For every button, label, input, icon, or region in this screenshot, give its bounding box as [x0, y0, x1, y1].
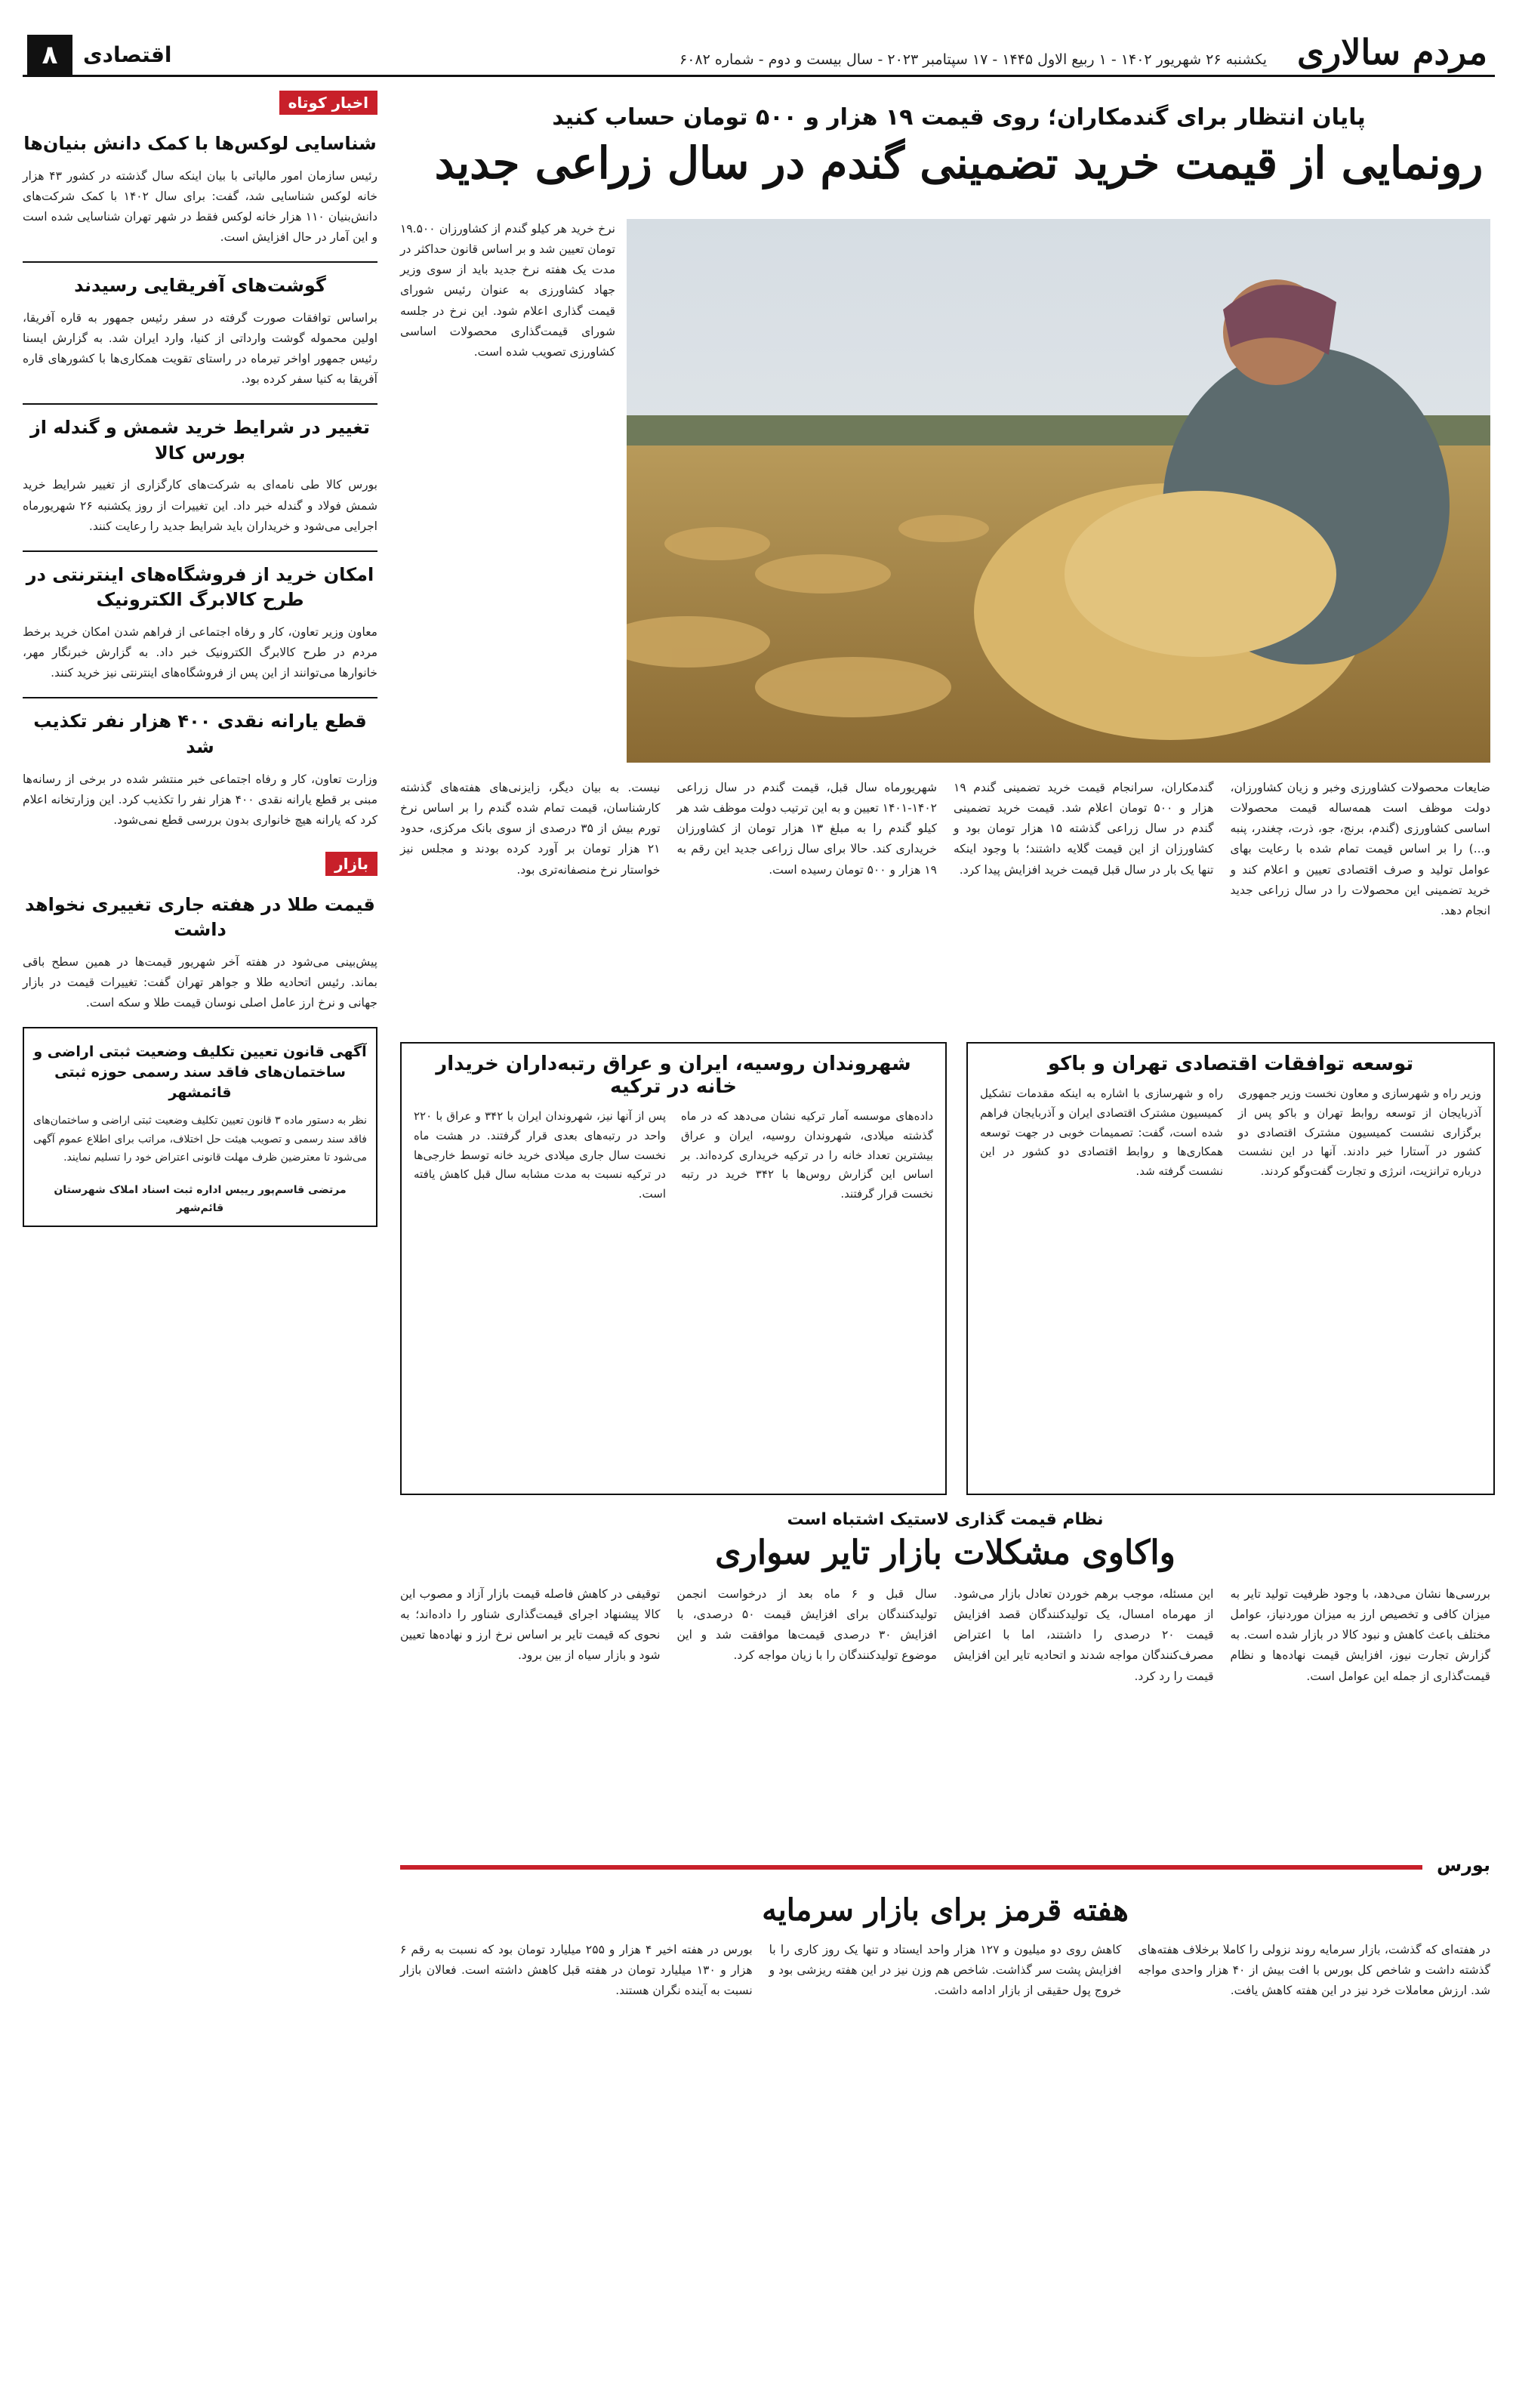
bourse-column: در هفته‌ای که گذشت، بازار سرمایه روند نزولی را کاملا برخلاف هفته‌های گذشته داشت و شاخص کل بورس با افت بیش از ۴۰ هزار واحدی مواجه شد. ارزش معاملات خرد نیز در این هفته کاهش یافت. — [1138, 1943, 1490, 1998]
turkey-housing-box — [400, 1042, 947, 1495]
box-text: داده‌های موسسه آمار ترکیه نشان می‌دهد که در ماه گذشته میلادی، شهروندان روسیه، ایران و عراق بیشترین تعداد خانه را در ترکیه خریداری کرده‌اند. بر اساس این گزارش روس‌ها با ۳۴۲ خرید در رتبه نخست قرار گرفتند. — [681, 1109, 933, 1201]
market-text: پیش‌بینی می‌شود در هفته آخر شهریور قیمت‌ها در همین سطح باقی بماند. رئیس اتحادیه طلا و جواهر تهران گفت: تغییرات قیمت در بازار جهانی و نرخ ارز عامل اصلی نوسان قیمت طلا و سکه است. — [23, 955, 377, 1010]
sidebar-item-title: شناسایی لوکس‌ها با کمک دانش بنیان‌ها — [23, 133, 377, 154]
box-title: توسعه توافقات اقتصادی تهران و باکو — [1047, 1053, 1414, 1075]
tire-kicker: نظام قیمت گذاری لاستیک اشتباه است — [787, 1510, 1104, 1529]
main-story-column: ضایعات محصولات کشاورزی وخبر و زیان کشاورزان، دولت موظف است همه‌ساله قیمت محصولات اساسی کشاورزی (گندم، برنج، جو، ذرت، چغندر، پنبه و...) را بر اساس قیمت تمام شده با رعایت بهای عوامل تولید و صرف اقتصادی تعیین و اعلام کند و خرید تضمینی این محصولات را در سال زراعی جدید انجام دهد. — [1230, 781, 1490, 917]
tire-column: توقیفی در کاهش فاصله قیمت بازار آزاد و مصوب این کالا پیشنهاد اجرای قیمت‌گذاری شناور را داده‌اند؛ به نحوی که قیمت تایر بر اساس نرخ ارز و نهاده‌ها تعیین شود و بازار سیاه از بین برود. — [400, 1587, 661, 1663]
lead-text: نرخ خرید هر کیلو گندم از کشاورزان ۱۹.۵۰۰ تومان تعیین شد و بر اساس قانون حداکثر در مدت یک هفته نرخ جدید باید از سوی وزیر جهاد کشاورزی به عنوان رئیس شورای قیمت گذاری اعلام شود. این نرخ در جلسه شورای قیمت‌گذاری محصولات اساسی کشاورزی تصویب شده است. — [400, 222, 615, 359]
sidebar-item-text: معاون وزیر تعاون، کار و رفاه اجتماعی از فراهم شدن امکان خرید برخط مردم در طرح کالابرگ الکترونیک خبر داد. به گزارش خبرنگار مهر، خانوارها می‌توانند از این پس از فروشگاه‌های اینترنتی نیز خرید کنند. — [23, 624, 377, 680]
sidebar-item-text: رئیس سازمان امور مالیاتی با بیان اینکه سال گذشته در کشور ۴۳ هزار خانه لوکس شناسایی شد، گفت: برای سال ۱۴۰۲ با کمک شرکت‌های دانش‌بنیان ۱۱۰ هزار خانه لوکس فقط در شهر تهران شناسایی شده است و این آمار در حال افزایش است. — [23, 168, 377, 244]
divider — [23, 697, 377, 698]
sidebar-item-text: وزارت تعاون، کار و رفاه اجتماعی خبر منتشر شده در برخی از رسانه‌ها مبنی بر قطع یارانه نقدی ۴۰۰ هزار نفر را تکذیب کرد. این وزارتخانه اعلام کرد که یارانه هیچ خانواری بدون بررسی قطع نمی‌شود. — [23, 772, 378, 827]
box-text: پس از آنها نیز، شهروندان ایران با ۳۴۲ و عراق با ۲۲۰ واحد در رتبه‌های بعدی قرار گرفتند. در هشت ماه نخست سال جاری میلادی خرید خانه توسط خارجی‌ها در ترکیه نسبت به مدت مشابه سال قبل کاهش یافته است. — [414, 1109, 667, 1201]
box-text: وزیر راه و شهرسازی و معاون نخست وزیر جمهوری آذربایجان از توسعه روابط تهران و باکو پس از برگزاری نشست کمیسیون مشترک اقتصادی دو کشور در آستارا خبر دادند. آنها در این نشست درباره ترانزیت، انرژی و تجارت گفت‌وگو کردند. — [1238, 1087, 1481, 1179]
sidebar-item-title: امکان خرید از فروشگاه‌های اینترنتی در طرح کالابرگ الکترونیک — [26, 563, 374, 611]
main-headline: رونمایی از قیمت خرید تضمینی گندم در سال زراعی جدید — [434, 137, 1484, 189]
tire-column: این مسئله، موجب برهم خوردن تعادل بازار می‌شود. از مهرماه امسال، یک تولیدکنندگان قصد افزایش قیمت ۲۰ درصدی را داشتند، اما با اعتراض مصرف‌کنندگان مواجه شدند و اتحادیه تایر این افزایش قیمت را رد کرد. — [954, 1587, 1214, 1683]
main-kicker: پایان انتظار برای گندمکاران؛ روی قیمت ۱۹ هزار و ۵۰۰ تومان حساب کنید — [552, 104, 1366, 131]
tire-story — [400, 1510, 1490, 1842]
divider — [23, 550, 377, 552]
bourse-column: بورس در هفته اخیر ۴ هزار و ۲۵۵ میلیارد تومان بود که نسبت به رقم ۶ هزار و ۱۳۰ میلیارد تومان در هفته قبل کاهش داشته است. فعالان بازار نسبت به آینده نگران هستند. — [399, 1943, 753, 1998]
main-story-column: شهریورماه سال قبل، قیمت گندم در سال زراعی ۱۴۰۲-۱۴۰۱ تعیین و به این ترتیب دولت موظف شد هر کیلو گندم را به مبلغ ۱۳ هزار تومان از کشاورزان خریداری کند. حالا برای سال زراعی جدید این رقم به ۱۹ هزار و ۵۰۰ تومان رسیده است. — [676, 781, 937, 877]
bourse-red-rule — [400, 1865, 1422, 1870]
page-number: ۸ — [27, 35, 72, 76]
section-name: اقتصادی — [83, 42, 172, 67]
bourse-column: کاهش روی دو میلیون و ۱۲۷ هزار واحد ایستاد و تنها یک روز کاری را با افزایش پشت سر گذاشت. شاخص هم وزن نیز در این هفته ریزشی بود و خروج پول حقیقی از بازار ادامه داشت. — [769, 1943, 1122, 1998]
sidebar-item-title: قطع یارانه نقدی ۴۰۰ هزار نفر تکذیب شد — [33, 711, 367, 757]
sidebar-item-title: تغییر در شرایط خرید شمش و گندله از بورس کالا — [29, 417, 371, 464]
bourse-headline: هفته قرمز برای بازار سرمایه — [762, 1892, 1129, 1928]
photo-illustration — [627, 219, 1490, 763]
main-story-column: نیست. به بیان دیگر، زایزنی‌های هفته‌های گذشته کارشناسان، قیمت تمام شده گندم را بر اساس نرخ تورم بیش از ۳۵ درصدی از سوی بانک مرکزی، حدود ۲۱ هزار تومان بر آورد کرده بودند و مجلس نیز خواستار نرخ منصفانه‌تری بود. — [400, 781, 661, 877]
sidebar-item-text: بورس کالا طی نامه‌ای به شرکت‌های کارگزاری از تغییر شرایط خرید شمش فولاد و گندله خبر داد. این تغییرات از روز یکشنبه ۲۶ شهریورماه اجرایی می‌شود و خریداران باید شرایط جدید را رعایت کنند. — [23, 478, 377, 533]
divider — [23, 403, 377, 405]
sidebar-item-text: براساس توافقات صورت گرفته در سفر رئیس جمهور به قاره آفریقا، اولین محموله گوشت وارداتی از کنیا، وارد ایران شد. به گزارش ایسنا رئیس جمهور اواخر تیرماه در راستای تقویت همکاری‌ها با کشورهای قاره آفریقا به کنیا سفر کرده بود. — [23, 310, 377, 387]
main-story-body — [400, 778, 1490, 1027]
newspaper-logo: مردم سالاری — [1296, 32, 1487, 72]
ad-signature: مرتضی قاسم‌پور رییس اداره ثبت اسناد املاک شهرستان قائم‌شهر — [54, 1183, 347, 1215]
sidebar-label-news: اخبار کوتاه — [279, 91, 377, 115]
box-title: شهروندان روسیه، ایران و عراق رتبه‌داران خریدار خانه در ترکیه — [436, 1053, 911, 1098]
sidebar — [23, 91, 377, 2371]
dateline: یکشنبه ۲۶ شهریور ۱۴۰۲ - ۱ ربیع الاول ۱۴۴۵ - ۱۷ سپتامبر ۲۰۲۳ - سال بیست و دوم - شماره ۶۰۸۲ — [679, 51, 1267, 68]
bourse-story — [400, 1888, 1490, 2371]
wheat-harvest-photo — [627, 219, 1490, 763]
main-story-column: گندمکاران، سرانجام قیمت خرید تضمینی گندم ۱۹ هزار و ۵۰۰ تومان اعلام شد. قیمت خرید تضمینی گندم در سال زراعی گذشته ۱۵ هزار تومان بود و کشاورزان از این قیمت گلایه داشتند؛ با وجود اینکه تنها یک بار در سال قبل قیمت خرید افزایش پیدا کرد. — [954, 781, 1214, 877]
bourse-label: بورس — [1437, 1855, 1490, 1876]
lead-column — [400, 219, 615, 362]
tire-column: بررسی‌ها نشان می‌دهد، با وجود ظرفیت تولید تایر به میزان کافی و تخصیص ارز به میزان موردنیاز، عوامل مختلف باعث کاهش و نبود کالا در بازار شده است. به گزارش تجارت نیوز، افزایش قیمت نهاده‌ها و نظام قیمت‌گذاری از جمله این عوامل است. — [1230, 1587, 1490, 1683]
tehran-baku-box — [966, 1042, 1495, 1495]
tire-headline: واکاوی مشکلات بازار تایر سواری — [715, 1534, 1176, 1572]
legal-ad-box — [23, 1027, 377, 1226]
sidebar-item-title: گوشت‌های آفریقایی رسیدند — [74, 275, 326, 297]
ad-title: آگهی قانون تعیین تکلیف وضعیت ثبتی اراضی و ساختمان‌های فاقد سند رسمی حوزه ثبتی قائمشهر — [33, 1044, 367, 1101]
sidebar-label-market: بازار — [325, 852, 377, 876]
divider — [23, 261, 377, 263]
bourse-section-bar — [400, 1855, 1490, 1877]
market-title: قیمت طلا در هفته جاری تغییری نخواهد داشت — [25, 893, 375, 941]
ad-text: نظر به دستور ماده ۳ قانون تعیین تکلیف وضعیت ثبتی اراضی و ساختمان‌های فاقد سند رسمی و تصویب هیئت حل اختلاف، مراتب برای اطلاع عموم آگهی می‌شود تا معترضین ظرف مهلت قانونی اعتراض خود را تسلیم نمایند. — [33, 1115, 368, 1164]
tire-column: سال قبل و ۶ ماه بعد از درخواست انجمن تولیدکنندگان برای افزایش قیمت ۵۰ درصدی، با افزایش ۳۰ درصدی قیمت‌ها موافقت شد و این موضوع تولیدکنندگان را با زیان مواجه کرد. — [676, 1587, 937, 1663]
box-text: راه و شهرسازی با اشاره به اینکه مقدمات تشکیل کمیسیون مشترک اقتصادی ایران و آذربایجان فراهم شده است، گفت: تصمیمات خوبی در جهت توسعه همکاری‌ها و روابط اقتصادی دو کشور در این نشست گرفته شد. — [980, 1087, 1223, 1179]
